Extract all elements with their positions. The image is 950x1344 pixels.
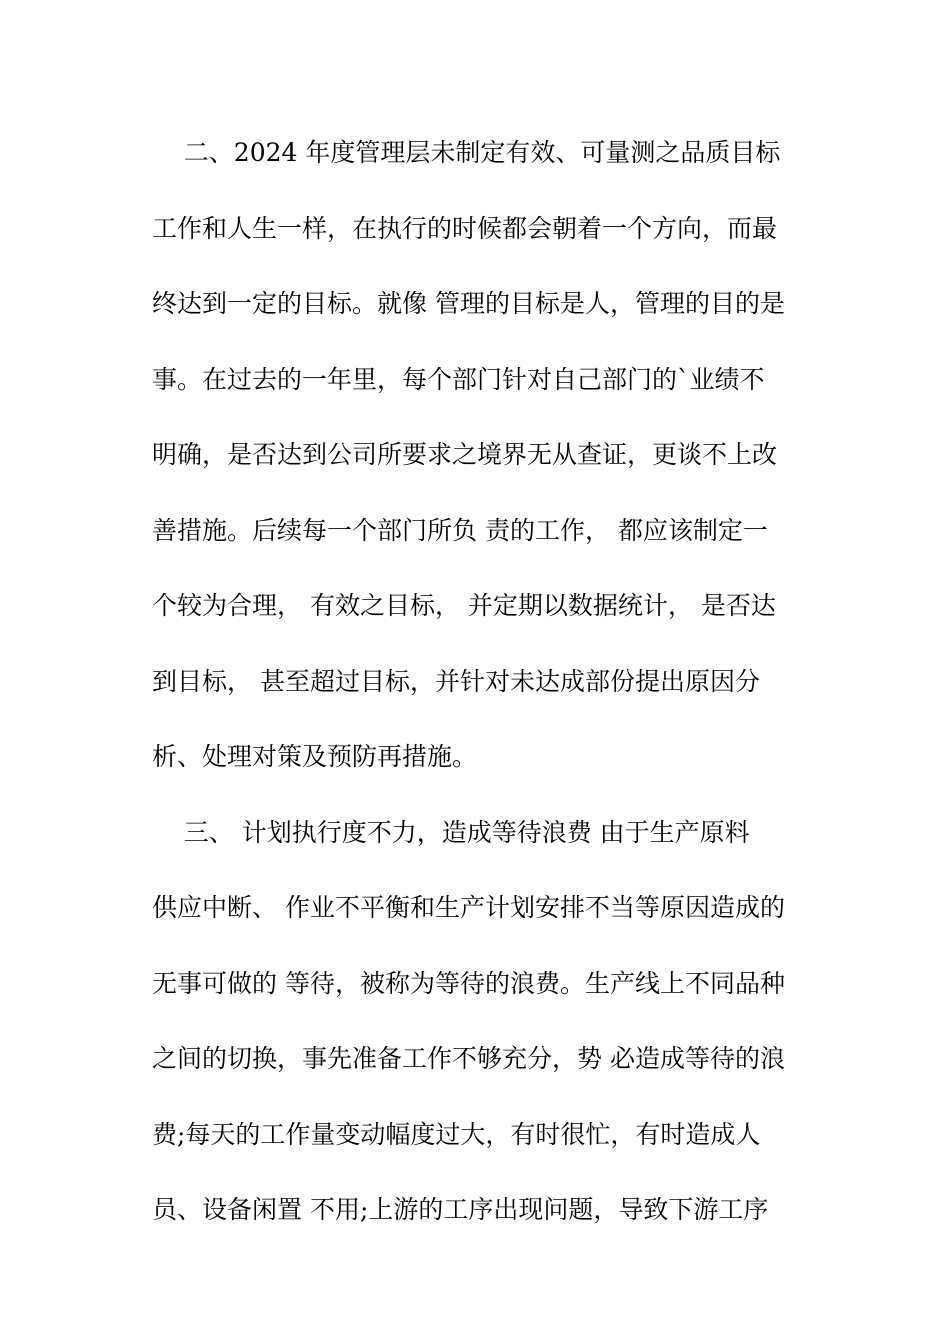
text-line-7: 个较为合理， 有效之目标， 并定期以数据统计， 是否达 bbox=[152, 591, 776, 620]
text-line-1: 二、2024 年度管理层未制定有效、可量测之品质目标 bbox=[152, 138, 781, 167]
text-line-11: 供应中断、 作业不平衡和生产计划安排不当等原因造成的 bbox=[152, 893, 785, 922]
text-line-14: 费;每天的工作量变动幅度过大，有时很忙，有时造成人 bbox=[152, 1119, 761, 1149]
text-line-15: 员、设备闲置 不用;上游的工序出现问题，导致下游工序 bbox=[152, 1195, 769, 1224]
text-line-4: 事。在过去的一年里，每个部门针对自己部门的`业绩不 bbox=[152, 364, 765, 394]
text-line-9: 析、处理对策及预防再措施。 bbox=[152, 742, 478, 771]
body-text bbox=[152, 128, 812, 1261]
text-line-8: 到目标， 甚至超过目标，并针对未达成部份提出原因分 bbox=[152, 666, 760, 696]
text-line-6: 善措施。后续每一个部门所负 责的工作， 都应该制定一 bbox=[152, 515, 768, 545]
text-line-10: 三、 计划执行度不力，造成等待浪费 由于生产原料 bbox=[152, 817, 750, 847]
text-line-3: 终达到一定的目标。就像 管理的目标是人，管理的目的是 bbox=[152, 289, 785, 318]
text-line-2: 工作和人生一样，在执行的时候都会朝着一个方向，而最 bbox=[152, 213, 778, 243]
text-line-13: 之间的切换，事先准备工作不够充分，势 必造成等待的浪 bbox=[152, 1044, 785, 1073]
text-line-12: 无事可做的 等待，被称为等待的浪费。生产线上不同品种 bbox=[152, 968, 785, 998]
text-line-5: 明确，是否达到公司所要求之境界无从查证，更谈不上改 bbox=[152, 440, 778, 469]
